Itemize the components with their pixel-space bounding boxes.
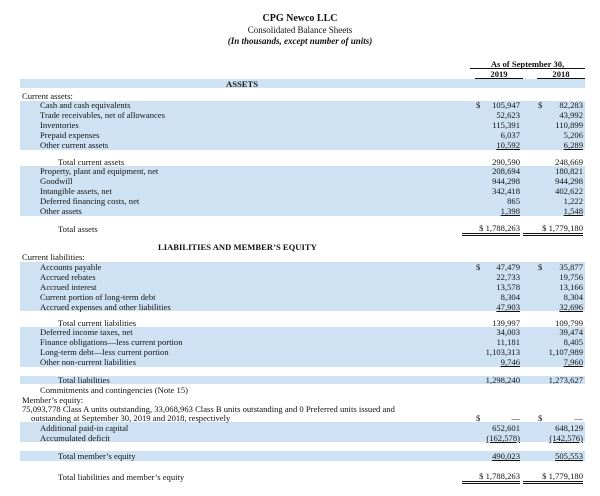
- value-2019: 944,298: [492, 176, 520, 186]
- row-label: Intangible assets, net: [40, 186, 112, 196]
- value-2019: 34,003: [496, 327, 520, 337]
- currency-symbol: $: [538, 100, 543, 110]
- value-2019: 52,623: [496, 110, 520, 120]
- commitments-note: Commitments and contingencies (Note 15): [40, 385, 188, 395]
- value-2018: 505,553: [555, 451, 583, 461]
- value-2019: 342,418: [492, 186, 520, 196]
- value-2018: 1,222: [563, 196, 583, 206]
- value-2019: 1,398: [500, 206, 520, 216]
- value-2018: 110,899: [555, 120, 583, 130]
- row-label: Deferred income taxes, net: [40, 327, 133, 337]
- value-2019: 22,733: [496, 272, 520, 282]
- row-label: Other non-current liabilities: [40, 357, 136, 367]
- row-label: Total current liabilities: [58, 318, 137, 328]
- row-label: Accrued rebates: [40, 272, 96, 282]
- value-2018: 648,129: [555, 423, 583, 433]
- value-2019: $ 1,788,263: [462, 224, 520, 236]
- row-label: Deferred financing costs, net: [40, 196, 140, 206]
- units-description: 75,093,778 Class A units outstanding, 33,068,963 Class B units outstanding and 0 Preferred units issued and: [22, 404, 395, 414]
- currency-symbol: $: [476, 413, 481, 423]
- header-rule: [470, 68, 585, 69]
- value-2018: 8,405: [563, 337, 583, 347]
- row-label: Prepaid expenses: [40, 130, 100, 140]
- currency-symbol: $: [476, 262, 481, 272]
- value-2019: 208,694: [492, 166, 520, 176]
- units-value-2019: —: [511, 413, 520, 423]
- assets-band: [20, 79, 585, 88]
- value-2018: 1,548: [563, 206, 583, 216]
- liabilities-heading: LIABILITIES AND MEMBER’S EQUITY: [158, 242, 317, 252]
- value-2019: 47,903: [496, 302, 520, 312]
- row-label: Long-term debt—less current portion: [40, 347, 169, 357]
- value-2019: 139,997: [492, 318, 520, 328]
- equity-heading: Member’s equity:: [22, 395, 84, 405]
- row-label: Inventories: [40, 120, 79, 130]
- row-label: Current portion of long-term debt: [40, 292, 156, 302]
- row-label: Other current assets: [40, 140, 109, 150]
- row-label: Goodwill: [40, 176, 73, 186]
- value-2018: $ 1,779,180: [523, 472, 583, 484]
- col-2018-header: 2018: [552, 69, 570, 79]
- value-2018: 35,877: [559, 262, 583, 272]
- value-2018: 1,273,627: [548, 375, 583, 385]
- value-2018: 19,756: [559, 272, 583, 282]
- value-2018: 32,696: [559, 302, 583, 312]
- units-description-cont: outstanding at September 30, 2019 and 2018, respectively: [31, 413, 231, 423]
- row-label: Total liabilities and member’s equity: [58, 472, 185, 482]
- col-2019-header: 2019: [490, 69, 508, 79]
- value-2018: $ 1,779,180: [523, 224, 583, 236]
- value-2018: 6,289: [563, 140, 583, 150]
- value-2019: 8,304: [500, 292, 520, 302]
- value-2018: 7,960: [563, 357, 583, 367]
- row-label: Total current assets: [58, 157, 125, 167]
- value-2018: 180,821: [555, 166, 583, 176]
- row-label: Accumulated deficit: [40, 433, 110, 443]
- value-2018: 8,304: [563, 292, 583, 302]
- row-label: Total member’s equity: [58, 451, 136, 461]
- row-label: Accounts payable: [40, 262, 102, 272]
- row-label: Cash and cash equivalents: [40, 100, 131, 110]
- value-2019: (162,578): [486, 433, 520, 443]
- value-2018: 1,107,989: [548, 347, 583, 357]
- value-2019: 47,479: [496, 262, 520, 272]
- value-2019: 490,023: [492, 451, 520, 461]
- value-2019: 11,181: [496, 337, 520, 347]
- value-2019: 10,592: [496, 140, 520, 150]
- value-2018: 109,799: [555, 318, 583, 328]
- value-2018: 13,166: [559, 282, 583, 292]
- row-label: Total liabilities: [58, 375, 110, 385]
- value-2019: 290,590: [492, 157, 520, 167]
- statement-title: Consolidated Balance Sheets: [247, 25, 353, 35]
- row-label: Other assets: [40, 206, 82, 216]
- value-2018: (142,576): [549, 433, 583, 443]
- current-assets-heading: Current assets:: [22, 91, 73, 101]
- row-label: Total assets: [58, 224, 98, 234]
- currency-symbol: $: [538, 413, 543, 423]
- value-2018: 248,669: [555, 157, 583, 167]
- value-2018: 43,992: [559, 110, 583, 120]
- assets-heading: ASSETS: [226, 79, 259, 89]
- row-label: Accrued interest: [40, 282, 97, 292]
- value-2018: 944,298: [555, 176, 583, 186]
- currency-symbol: $: [538, 262, 543, 272]
- value-2019: 1,103,313: [485, 347, 520, 357]
- value-2018: 402,622: [555, 186, 583, 196]
- value-2019: 115,391: [492, 120, 520, 130]
- row-label: Accrued expenses and other liabilities: [40, 302, 171, 312]
- value-2019: 6,037: [500, 130, 520, 140]
- row-label: Finance obligations—less current portion: [40, 337, 183, 347]
- row-label: Additional paid-in capital: [40, 423, 129, 433]
- value-2019: 9,746: [500, 357, 520, 367]
- current-liabilities-heading: Current liabilities:: [22, 252, 85, 262]
- value-2019: 13,578: [496, 282, 520, 292]
- value-2018: 39,474: [559, 327, 583, 337]
- currency-symbol: $: [476, 100, 481, 110]
- value-2019: 105,947: [492, 100, 520, 110]
- units-value-2018: —: [574, 413, 583, 423]
- value-2019: 652,601: [492, 423, 520, 433]
- value-2019: $ 1,788,263: [462, 472, 520, 484]
- value-2019: 865: [507, 196, 520, 206]
- row-label: Property, plant and equipment, net: [40, 166, 159, 176]
- value-2019: 1,298,240: [485, 375, 520, 385]
- company-name: CPG Newco LLC: [262, 13, 338, 24]
- row-label: Trade receivables, net of allowances: [40, 110, 165, 120]
- as-of-header: As of September 30,: [490, 59, 565, 69]
- value-2018: 82,283: [559, 100, 583, 110]
- value-2018: 5,206: [563, 130, 583, 140]
- units-note: (In thousands, except number of units): [227, 36, 373, 46]
